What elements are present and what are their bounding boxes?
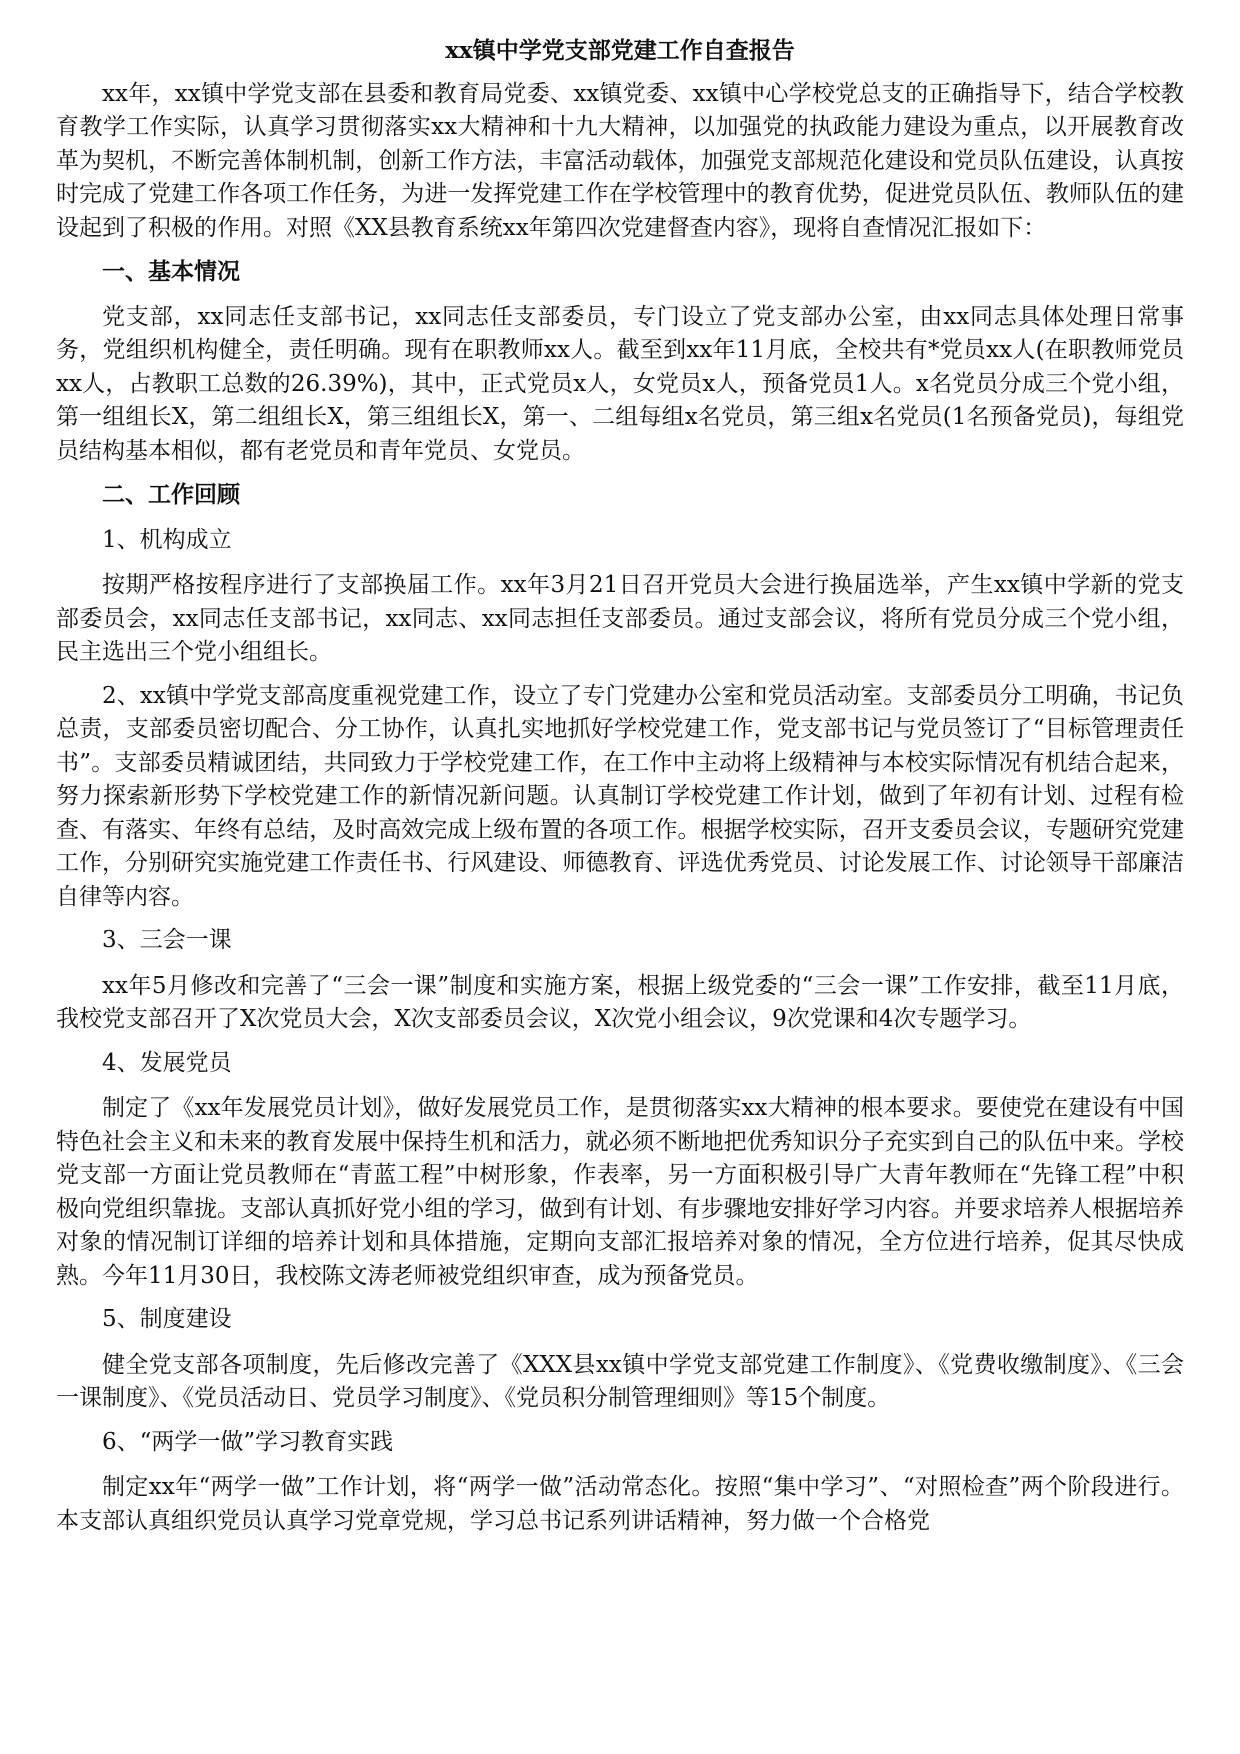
organization-paragraph: 按期严格按程序进行了支部换届工作。xx年3月21日召开党员大会进行换届选举，产生xx镇中学新的党支部委员会，xx同志任支部书记，xx同志、xx同志担任支部委员。通过支部会议，将所有党员分成三个党小组，民主选出三个党小组组长。 — [56, 572, 1184, 665]
intro-paragraph: xx年，xx镇中学党支部在县委和教育局党委、xx镇党委、xx镇中心学校党总支的正确指导下，结合学校教育教学工作实际，认真学习贯彻落实xx大精神和十九大精神，以加强党的执政能力建设为重点，以开展教育改革为契机，不断完善体制机制，创新工作方法，丰富活动载体，加强党支部规范化建设和党员队伍建设，认真按时完成了党建工作各项工作任务，为进一发挥党建工作在学校管理中的教育优势，促进党员队伍、教师队伍的建设起到了积极的作用。对照《XX县教育系统xx年第四次党建督查内容》，现将自查情况汇报如下： — [56, 80, 1184, 241]
party-building-paragraph: 2、xx镇中学党支部高度重视党建工作，设立了专门党建办公室和党员活动室。支部委员分工明确，书记负总责，支部委员密切配合、分工协作，认真扎实地抓好学校党建工作，党支部书记与党员签订了“目标管理责任书”。支部委员精诚团结，共同致力于学校党建工作，在工作中主动将上级精神与本校实际情况有机结合起来，努力探索新形势下学校党建工作的新情况新问题。认真制订学校党建工作计划，做到了年初有计划、过程有检查、有落实、年终有总结，及时高效完成上级布置的各项工作。根据学校实际，召开支委员会议，专题研究党建工作，分别研究实施党建工作责任书、行风建设、师德教育、评选优秀党员、讨论发展工作、讨论领导干部廉洁自律等内容。 — [56, 682, 1184, 910]
section-heading-basic-situation: 一、基本情况 — [102, 258, 240, 285]
document-title: xx镇中学党支部党建工作自查报告 — [445, 37, 795, 64]
two-studies-paragraph: 制定xx年“两学一做”工作计划，将“两学一做”活动常态化。按照“集中学习”、“对照检查”两个阶段进行。本支部认真组织党员认真学习党章党规，学习总书记系列讲话精神，努力做一个合格党 — [56, 1474, 1184, 1534]
basic-situation-paragraph: 党支部，xx同志任支部书记，xx同志任支部委员，专门设立了党支部办公室，由xx同志具体处理日常事务，党组织机构健全，责任明确。现有在职教师xx人。截至到xx年11月底，全校共有*党员xx人(在职教师党员xx人，占教职工总数的26.39%)，其中，正式党员x人，女党员x人，预备党员1人。x名党员分成三个党小组，第一组组长X，第二组组长X，第三组组长X，第一、二组每组x名党员，第三组x名党员(1名预备党员)，每组党员结构基本相似，都有老党员和青年党员、女党员。 — [56, 303, 1184, 464]
subheading-two-studies: 6、“两学一做”学习教育实践 — [102, 1428, 394, 1455]
three-meetings-paragraph: xx年5月修改和完善了“三会一课”制度和实施方案，根据上级党委的“三会一课”工作安排，截至11月底，我校党支部召开了X次党员大会，X次支部委员会议，X次党小组会议，9次党课和4次专题学习。 — [56, 972, 1184, 1032]
member-development-paragraph: 制定了《xx年发展党员计划》，做好发展党员工作，是贯彻落实xx大精神的根本要求。要使党在建设有中国特色社会主义和未来的教育发展中保持生机和活力，就必须不断地把优秀知识分子充实到自己的队伍中来。学校党支部一方面让党员教师在“青蓝工程”中树形象，作表率，另一方面积极引导广大青年教师在“先锋工程”中积极向党组织靠拢。支部认真抓好党小组的学习，做到有计划、有步骤地安排好学习内容。并要求培养人根据培养对象的情况制订详细的培养计划和具体措施，定期向支部汇报培养对象的情况，全方位进行培养，促其尽快成熟。今年11月30日，我校陈文涛老师被党组织审查，成为预备党员。 — [56, 1095, 1184, 1289]
subheading-three-meetings: 3、三会一课 — [102, 927, 232, 953]
system-building-paragraph: 健全党支部各项制度，先后修改完善了《XXX县xx镇中学党支部党建工作制度》、《党费收缴制度》、《三会一课制度》、《党员活动日、党员学习制度》、《党员积分制管理细则》等15个制度。 — [56, 1351, 1184, 1411]
document-page — [56, 34, 1184, 1548]
subheading-system-building: 5、制度建设 — [102, 1306, 232, 1332]
subheading-member-development: 4、发展党员 — [102, 1049, 232, 1076]
subheading-organization: 1、机构成立 — [102, 526, 232, 553]
section-heading-work-review: 二、工作回顾 — [102, 481, 240, 508]
